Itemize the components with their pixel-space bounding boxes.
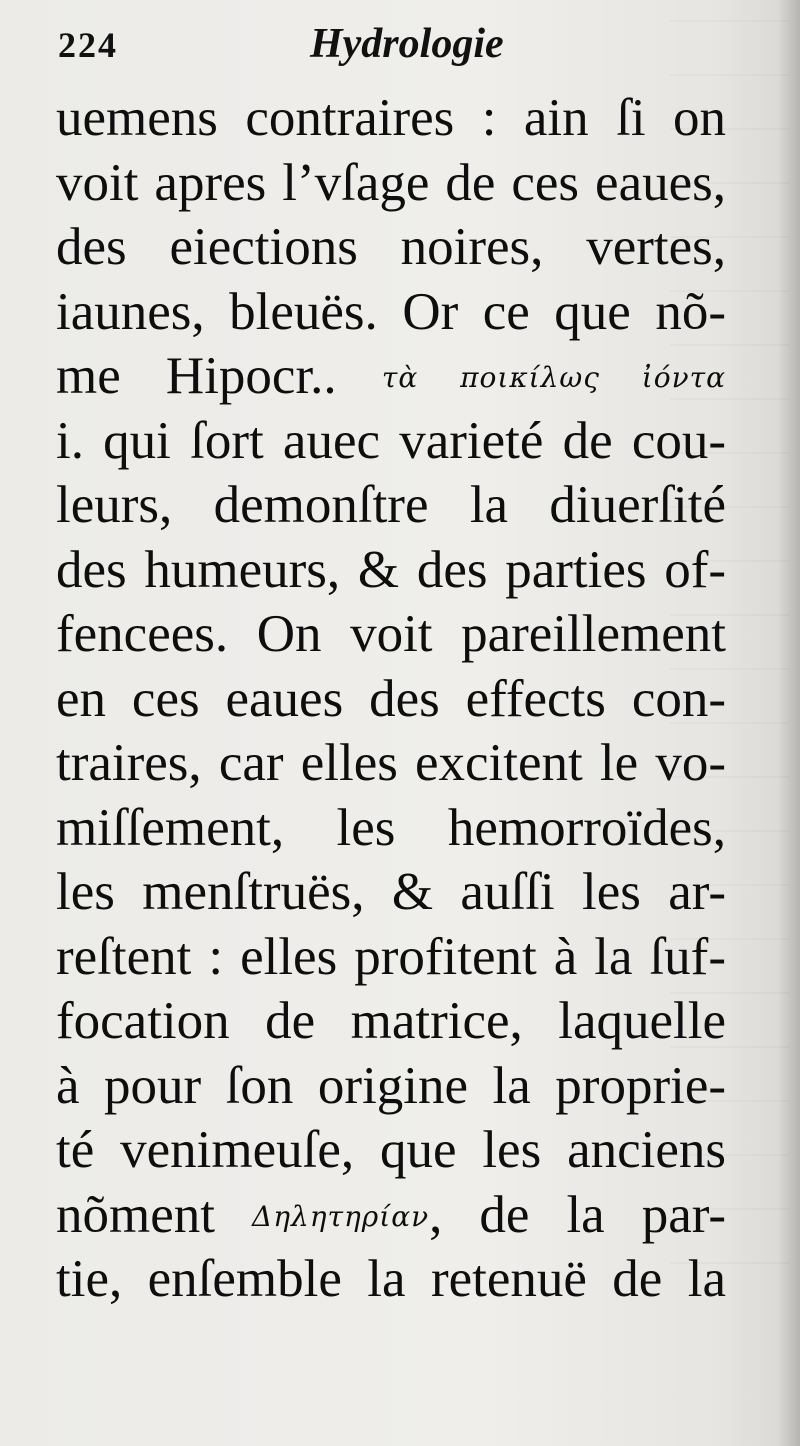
- text-line: à pour ſon origine la proprie-: [56, 1056, 726, 1115]
- text-line: miſſement, les hemorroïdes,: [56, 798, 726, 857]
- greek-word: Δηλητηρίαν: [252, 1199, 430, 1233]
- text-line: iaunes, bleuës. Or ce que nõ-: [56, 282, 726, 341]
- text-line-with-greek: [56, 344, 726, 409]
- text-line: fencees. On voit pareillement: [56, 605, 726, 663]
- text-line: leurs, demonſtre la diuerſité: [56, 476, 726, 534]
- page-number: 224: [58, 25, 118, 65]
- page-header: [58, 14, 738, 72]
- text-line: les menſtruës, & auſſi les ar-: [56, 863, 726, 921]
- text-line: voit apres l’vſage de ces eaues,: [56, 153, 726, 212]
- text-line: des humeurs, & des parties of-: [56, 540, 726, 599]
- body-text: [56, 86, 746, 1312]
- text-line: traires, car elles excitent le vo-: [56, 734, 726, 792]
- line-text: me Hipocr..: [56, 347, 382, 405]
- line-text: nõment: [56, 1185, 252, 1244]
- greek-phrase: τὰ ποικίλως ἰόντα: [381, 361, 726, 394]
- text-line: uemens contraires : ain ſi on: [56, 89, 726, 147]
- page-gutter-shadow: [778, 0, 800, 1446]
- text-line: en ces eaues des effects con-: [56, 669, 726, 728]
- text-line: i. qui ſort auec varieté de cou-: [56, 411, 726, 470]
- line-text: , de la par-: [429, 1185, 726, 1244]
- text-line: tie, enſemble la retenuë de la: [56, 1250, 726, 1308]
- text-line-with-greek: [56, 1183, 726, 1248]
- text-line: reſtent : elles profitent à la ſuf-: [56, 927, 726, 986]
- text-line: des eiections noires, vertes,: [56, 218, 726, 276]
- running-title: Hydrologie: [310, 21, 504, 67]
- text-line: té venimeuſe, que les anciens: [56, 1121, 726, 1179]
- text-line: focation de matrice, laquelle: [56, 992, 726, 1050]
